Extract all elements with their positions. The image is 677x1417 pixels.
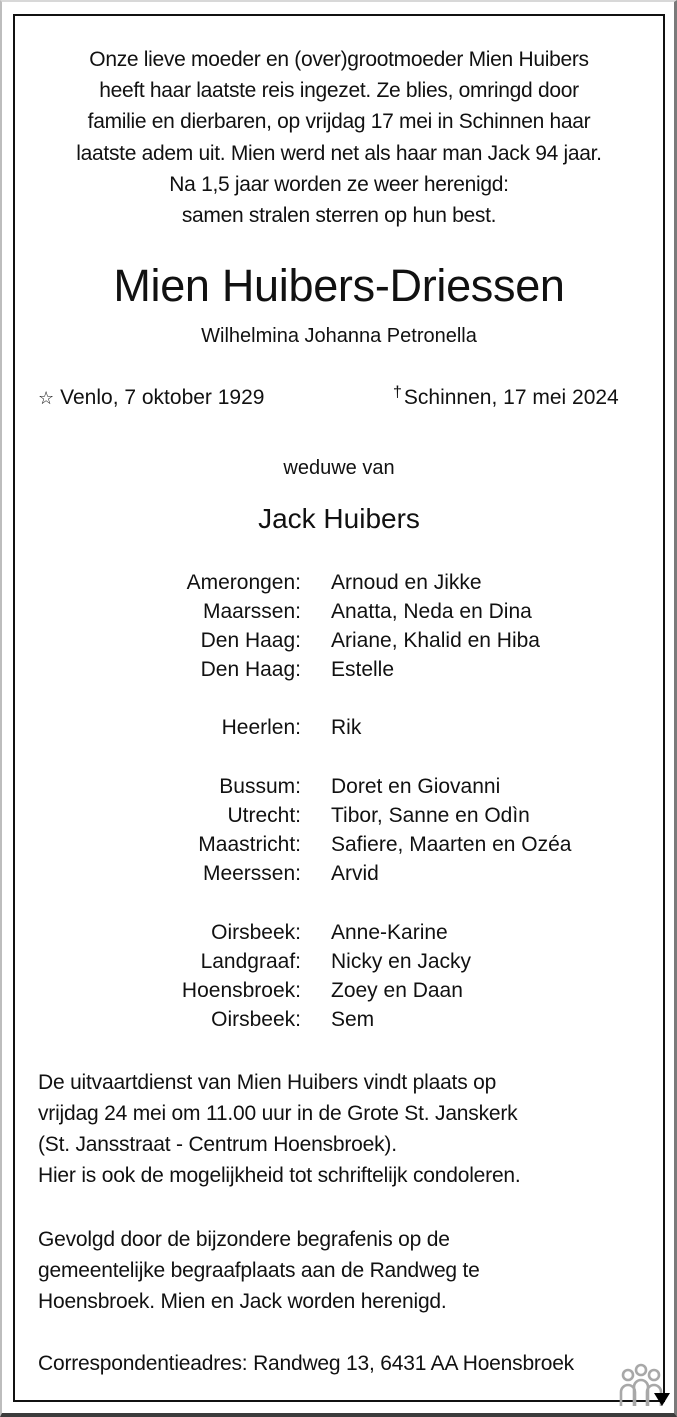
given-names: Wilhelmina Johanna Petronella [201,325,477,347]
intro-line: laatste adem uit. Mien werd net als haar man Jack 94 jaar. [76,141,602,165]
family-names: Anatta, Neda en Dina [331,600,532,623]
family-place: Heerlen: [221,716,301,739]
service-line: De uitvaartdienst van Mien Huibers vindt plaats op [38,1071,497,1094]
intro-line: familie en dierbaren, op vrijdag 17 mei in Schinnen haar [87,110,591,134]
family-row [0,1005,677,1034]
family-names: Arvid [331,862,379,885]
family-place: Utrecht: [227,804,301,827]
family-row [0,830,677,859]
burial-paragraph [38,1224,658,1317]
family-names: Nicky en Jacky [331,950,472,973]
triangle-down-icon[interactable] [654,1393,670,1406]
family-place: Amerongen: [186,571,301,594]
family-names: Ariane, Khalid en Hiba [331,629,540,652]
family-place: Meerssen: [202,862,301,885]
family-row [0,859,677,888]
family-row [0,976,677,1005]
family-names: Zoey en Daan [331,979,463,1002]
birth-text: Venlo, 7 oktober 1929 [60,386,265,409]
death-text: Schinnen, 17 mei 2024 [403,386,619,409]
family-place: Landgraaf: [200,950,301,973]
intro-line: samen stralen sterren op hun best. [181,204,497,228]
widow-label: weduwe van [283,457,395,479]
family-names: Tibor, Sanne en Odìn [331,804,530,827]
birth-info [38,383,264,413]
intro-line: Onze lieve moeder en (over)grootmoeder Mien Huibers [89,48,589,71]
service-line: Hier is ook de mogelijkheid tot schriftelijk condoleren. [38,1164,521,1187]
family-place: Bussum: [219,775,301,798]
burial-line: gemeentelijke begraafplaats aan de Randweg te [38,1259,480,1282]
service-line: (St. Jansstraat - Centrum Hoensbroek). [38,1133,397,1156]
family-row [0,713,677,742]
family-row [0,568,677,597]
family-row [0,801,677,830]
family-names: Arnoud en Jikke [331,571,482,594]
intro-line: Na 1,5 jaar worden ze weer herenigd: [169,172,509,196]
family-place: Maarssen: [202,600,301,623]
intro-text [13,44,665,231]
family-place: Den Haag: [200,658,301,681]
family-names: Anne-Karine [331,921,448,944]
family-row [0,947,677,976]
family-place: Maastricht: [198,833,301,856]
family-row [0,918,677,947]
family-names: Doret en Giovanni [331,775,501,798]
family-names: Safiere, Maarten en Ozéa [331,833,572,856]
family-names: Rik [331,716,362,739]
service-line: vrijdag 24 mei om 11.00 uur in de Grote St. Janskerk [38,1102,518,1125]
burial-line: Gevolgd door de bijzondere begrafenis op de [38,1228,450,1251]
star-outline-icon: ☆ [38,388,55,408]
family-place: Hoensbroek: [181,979,301,1002]
service-paragraph [38,1067,658,1191]
family-row [0,655,677,684]
dagger-icon: † [393,384,402,401]
family-row [0,626,677,655]
family-names: Sem [331,1008,375,1031]
death-info [393,383,619,415]
correspondence-text: Correspondentieadres: Randweg 13, 6431 AA Hoensbroek [38,1352,574,1375]
correspondence-address [38,1348,658,1379]
family-names: Estelle [331,658,395,681]
spouse-name: Jack Huibers [258,503,420,534]
family-place: Oirsbeek: [211,921,301,944]
family-place: Oirsbeek: [211,1008,301,1031]
burial-line: Hoensbroek. Mien en Jack worden herenigd. [38,1290,447,1313]
deceased-name: Mien Huibers-Driessen [113,260,565,311]
intro-line: heeft haar laatste reis ingezet. Ze blies, omringd door [99,79,579,103]
family-row [0,597,677,626]
family-place: Den Haag: [200,629,301,652]
family-row [0,772,677,801]
